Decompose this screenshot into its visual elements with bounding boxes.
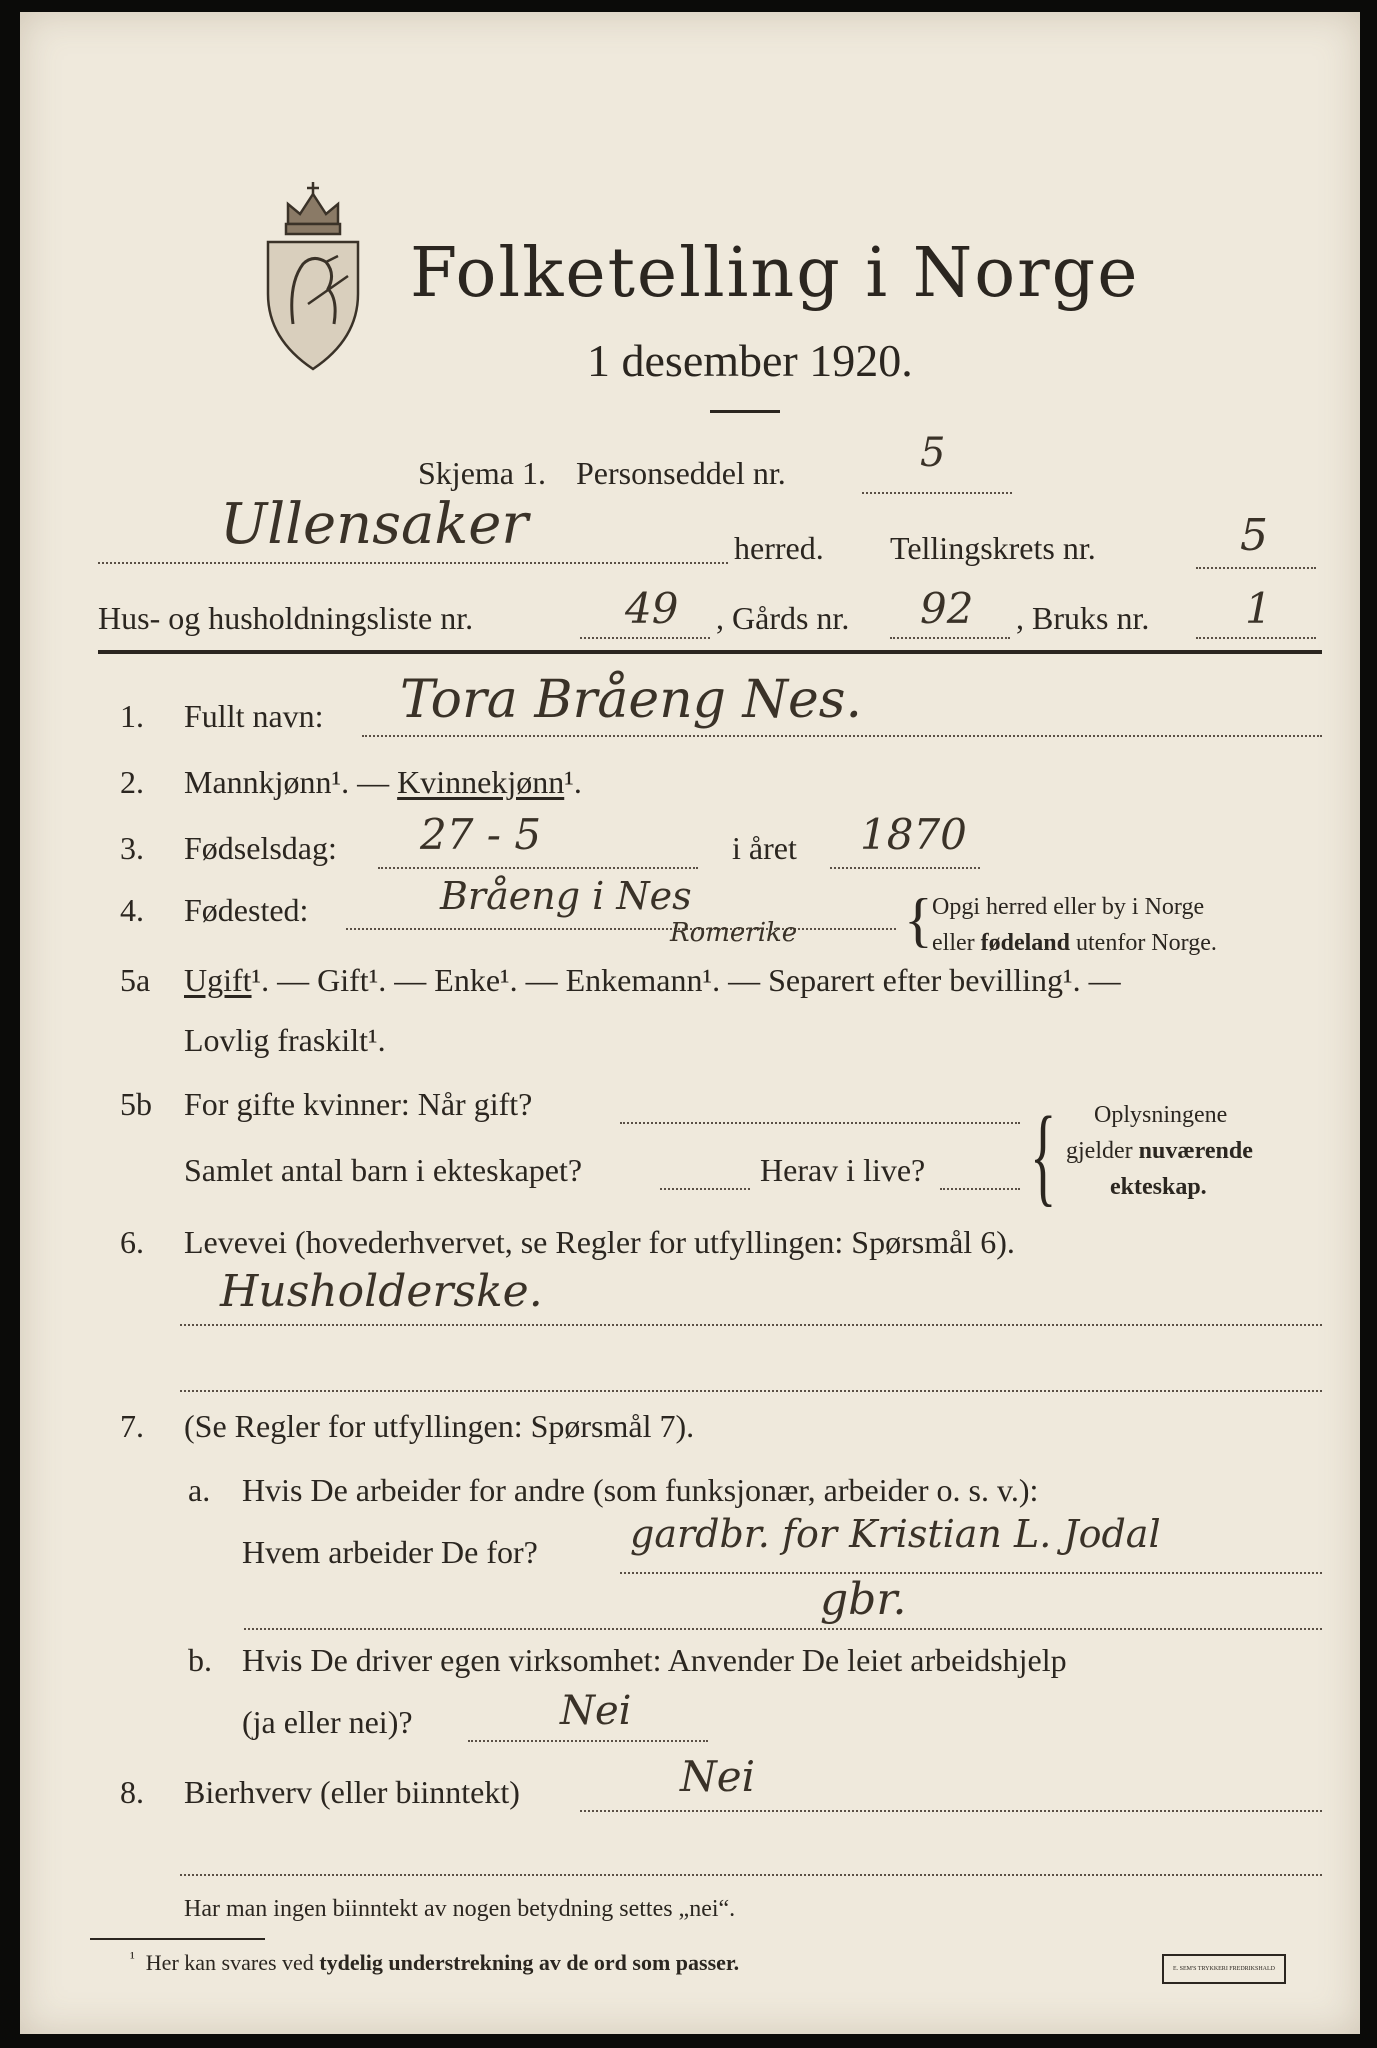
q2-male-option: Mannkjønn¹. —	[184, 764, 398, 800]
q1-line	[362, 735, 1322, 737]
q3-label: Fødselsdag:	[184, 830, 337, 866]
q5a-other-options: ¹. — Gift¹. — Enke¹. — Enkemann¹. — Separert efter bevilling¹. —	[251, 962, 1121, 998]
q6-line2	[180, 1390, 1322, 1392]
q7b-letter: b.	[188, 1642, 212, 1678]
q5b-note-line1: Oplysningene	[1094, 1102, 1228, 1128]
skjema-label: Skjema 1.	[418, 455, 546, 491]
personseddel-value: 5	[920, 430, 946, 476]
footnote: $^{^1}$ Her kan svares ved tydelig understrekning av de ord som passer.	[130, 1950, 740, 1975]
q1-number: 1.	[120, 698, 144, 734]
herred-value: Ullensaker	[220, 492, 529, 557]
personseddel-label: Personseddel nr.	[576, 455, 786, 491]
printer-stamp: E. SEM'S TRYKKERI FREDRIKSHALD	[1162, 1954, 1286, 1984]
employer-value: gardbr. for Kristian L. Jodal	[630, 1512, 1161, 1556]
q7b-line2: (ja eller nei)?	[242, 1704, 413, 1740]
hus-line	[580, 637, 710, 639]
header-rule	[98, 650, 1322, 654]
herred-line	[98, 562, 728, 564]
q8-line1	[580, 1810, 1322, 1812]
gards-line	[890, 637, 1010, 639]
census-date: 1 desember 1920.	[587, 335, 913, 386]
occupation-value: Husholderske.	[220, 1266, 543, 1317]
q3-year-line	[830, 867, 980, 869]
q3-number: 3.	[120, 830, 144, 866]
q4-note-line1: Opgi herred eller by i Norge	[932, 894, 1205, 920]
hired-help-value: Nei	[560, 1688, 632, 1734]
birthplace-value-line2: Romerike	[670, 918, 798, 948]
q5a-line2: Lovlig fraskilt¹.	[184, 1022, 386, 1058]
q4-line	[346, 928, 896, 930]
q5b-line1-dots	[620, 1122, 1020, 1124]
q5b-note-brace: {	[1030, 1094, 1057, 1216]
bruks-label: , Bruks nr.	[1016, 600, 1150, 636]
bruks-value: 1	[1245, 584, 1272, 633]
q7b-line2-dots	[468, 1740, 708, 1742]
gards-value: 92	[920, 584, 974, 633]
employer-value-line2: gbr.	[820, 1574, 907, 1625]
q5a-number: 5a	[120, 962, 151, 998]
q2-suffix: ¹.	[564, 764, 582, 800]
gards-label: , Gårds nr.	[716, 600, 850, 636]
hus-value: 49	[625, 584, 679, 633]
q8-line2	[180, 1874, 1322, 1876]
q2-sex-options	[184, 764, 582, 801]
q7a-line2-dots	[620, 1572, 1322, 1574]
q5a-marital-options	[184, 962, 1121, 999]
q4-number: 4.	[120, 892, 144, 928]
q7a-letter: a.	[188, 1472, 211, 1508]
q5a-ugift-underlined: Ugift	[184, 962, 252, 998]
full-name-value: Tora Bråeng Nes.	[400, 670, 862, 730]
q6-number: 6.	[120, 1224, 144, 1260]
side-income-value: Nei	[680, 1752, 756, 1801]
q5b-line2b: Herav i live?	[760, 1152, 926, 1188]
hus-label: Hus- og husholdningsliste nr.	[98, 600, 474, 636]
birthdate-value: 27 - 5	[420, 810, 542, 859]
tellingskrets-value: 5	[1240, 510, 1268, 561]
q3-line	[378, 867, 698, 869]
q6-line1	[180, 1324, 1322, 1326]
birthplace-value: Bråeng i Nes	[440, 874, 692, 918]
form-title: Folketelling i Norge	[410, 234, 1140, 313]
q7-label: (Se Regler for utfyllingen: Spørsmål 7).	[184, 1408, 695, 1444]
q4-note-brace: {	[904, 887, 933, 953]
q3-year-label: i året	[732, 830, 797, 866]
title-divider	[710, 410, 780, 413]
q5b-line2a-dots	[660, 1188, 750, 1190]
tellingskrets-line	[1196, 567, 1316, 569]
q5b-number: 5b	[120, 1086, 152, 1122]
q2-female-option-underlined: Kvinnekjønn	[397, 764, 565, 800]
q1-label: Fullt navn:	[184, 698, 324, 734]
q6-label: Levevei (hovederhvervet, se Regler for utfyllingen: Spørsmål 6).	[184, 1224, 1015, 1260]
q7a-line3-dots	[244, 1628, 1322, 1630]
q8-number: 8.	[120, 1774, 144, 1810]
q5b-note-line2: gjelder nuværende	[1066, 1138, 1253, 1164]
herred-label: herred.	[734, 530, 824, 566]
q7a-line1: Hvis De arbeider for andre (som funksjonær, arbeider o. s. v.):	[242, 1472, 1039, 1508]
q4-note-line2: eller fødeland utenfor Norge.	[932, 930, 1217, 956]
footnote-mark: ¹	[130, 1950, 135, 1967]
tellingskrets-label: Tellingskrets nr.	[890, 530, 1096, 566]
q5b-line2a: Samlet antal barn i ekteskapet?	[184, 1152, 583, 1188]
q5b-line2b-dots	[940, 1188, 1020, 1190]
nei-note: Har man ingen biinntekt av nogen betydning settes „nei“.	[184, 1896, 736, 1922]
q4-label: Fødested:	[184, 892, 309, 928]
q5b-line1: For gifte kvinner: Når gift?	[184, 1086, 533, 1122]
q7b-line1: Hvis De driver egen virksomhet: Anvender De leiet arbeidshjelp	[242, 1642, 1067, 1678]
q7a-line2: Hvem arbeider De for?	[242, 1534, 538, 1570]
q2-number: 2.	[120, 764, 144, 800]
q7-number: 7.	[120, 1408, 144, 1444]
norway-coat-of-arms-icon	[258, 164, 368, 374]
personseddel-line	[862, 492, 1012, 494]
bruks-line	[1196, 637, 1316, 639]
birth-year-value: 1870	[860, 810, 967, 859]
footnote-rule	[90, 1938, 265, 1940]
q8-label: Bierhverv (eller biinntekt)	[184, 1774, 520, 1810]
q5b-note-line3: ekteskap.	[1110, 1174, 1207, 1200]
census-form-sheet	[20, 12, 1360, 2034]
